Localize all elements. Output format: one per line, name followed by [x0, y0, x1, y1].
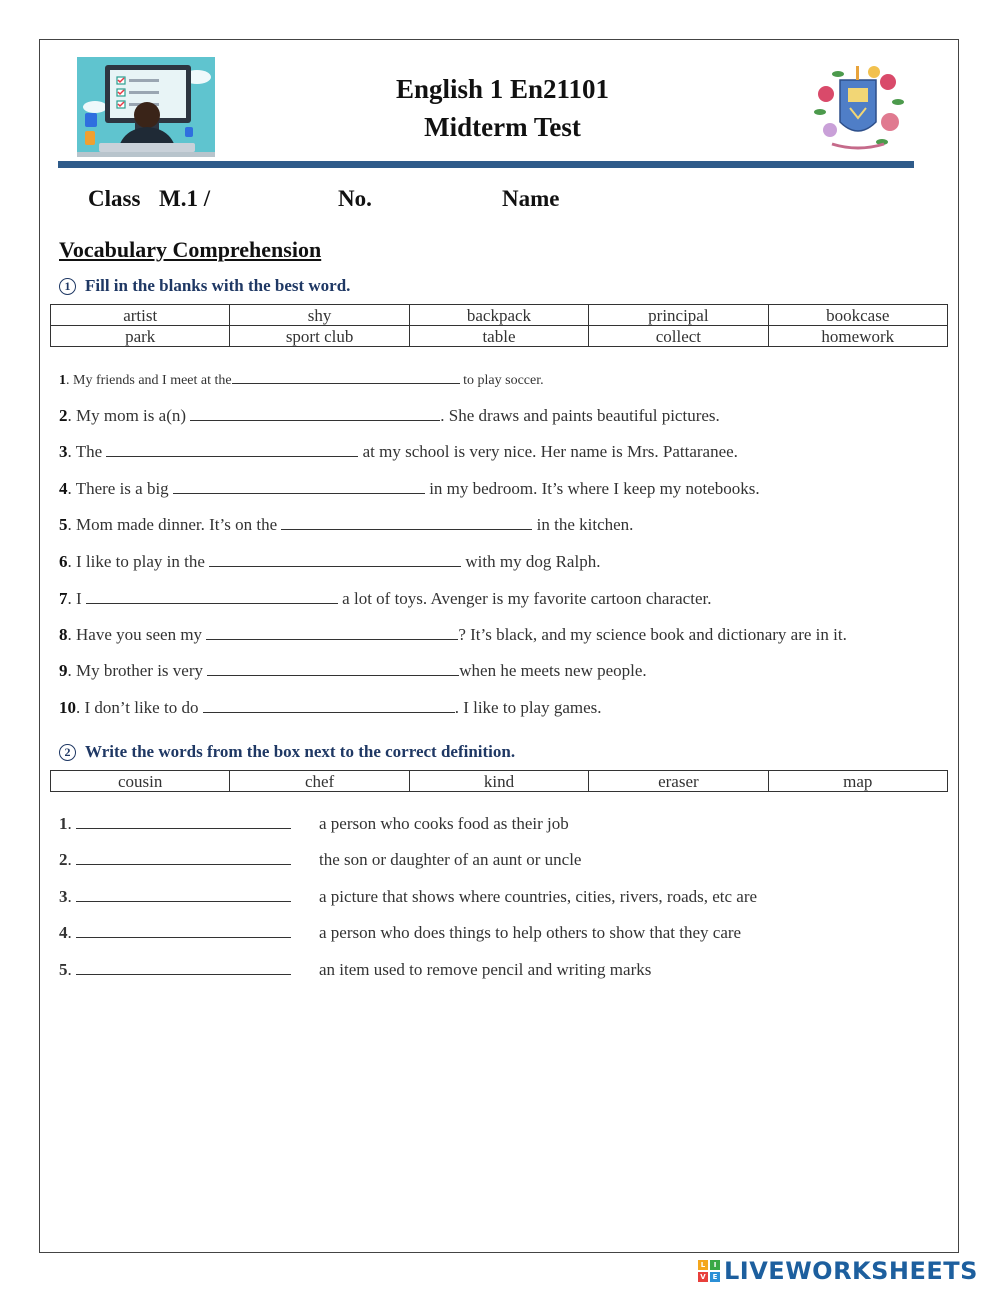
answer-blank[interactable] — [106, 443, 358, 457]
test-title: Midterm Test — [424, 112, 581, 142]
question-text: . I like to play in the — [67, 552, 210, 571]
question-8 — [59, 625, 847, 645]
question-number: 3 — [59, 442, 68, 461]
word-box-cell: sport club — [230, 326, 409, 347]
school-emblem-logo — [812, 60, 904, 156]
answer-blank[interactable] — [76, 924, 291, 938]
student-computer-illustration — [77, 57, 215, 157]
word-box-cell: homework — [768, 326, 947, 347]
part2-number-badge: 2 — [59, 744, 76, 761]
definition-5: 5. an item used to remove pencil and writing marks — [59, 960, 652, 979]
question-text: in the kitchen. — [532, 515, 634, 534]
definition-number: 4 — [59, 923, 68, 942]
part1-number-badge: 1 — [59, 278, 76, 295]
word-box-cell: bookcase — [768, 305, 947, 326]
class-value[interactable]: M.1 / — [159, 186, 211, 211]
question-number: 6 — [59, 552, 68, 571]
question-1 — [59, 370, 544, 389]
question-text: to play soccer. — [459, 373, 544, 388]
question-text: at my school is very nice. Her name is Mrs. Pattaranee. — [358, 442, 738, 461]
brand-square: E — [710, 1272, 720, 1282]
question-text: a lot of toys. Avenger is my favorite cartoon character. — [337, 589, 712, 608]
definition-text: a person who does things to help others to show that they care — [319, 923, 742, 942]
answer-blank[interactable] — [86, 590, 338, 604]
question-text: . The — [67, 442, 107, 461]
name-label: Name — [502, 186, 560, 211]
word-box-cell: backpack — [409, 305, 588, 326]
word-box-cell: shy — [230, 305, 409, 326]
brand-squares-icon — [698, 1260, 720, 1282]
question-text: . I don’t like to do — [76, 698, 203, 717]
word-box-cell: collect — [589, 326, 768, 347]
answer-blank[interactable] — [207, 662, 459, 676]
answer-blank[interactable] — [232, 370, 460, 384]
question-7 — [59, 589, 711, 609]
word-box-cell: eraser — [589, 771, 768, 792]
word-box-cell: artist — [51, 305, 230, 326]
liveworksheets-logo[interactable] — [698, 1256, 978, 1286]
answer-blank[interactable] — [76, 961, 291, 975]
question-text: . My friends and I meet at the — [66, 373, 232, 388]
brand-square: I — [710, 1260, 720, 1270]
question-text: ? It’s black, and my science book and dictionary are in it. — [458, 625, 847, 644]
question-5 — [59, 515, 633, 535]
word-box-row — [51, 305, 948, 326]
question-text: with my dog Ralph. — [461, 552, 601, 571]
header-divider — [58, 161, 914, 168]
answer-blank[interactable] — [76, 851, 291, 865]
question-number: 8 — [59, 625, 68, 644]
answer-blank[interactable] — [173, 480, 425, 494]
student-info-row — [0, 186, 1000, 216]
question-9 — [59, 661, 647, 681]
definition-text: a picture that shows where countries, cities, rivers, roads, etc are — [319, 887, 758, 906]
part2-word-box — [50, 770, 948, 792]
question-number: 5 — [59, 515, 68, 534]
question-text: . I like to play games. — [454, 698, 602, 717]
question-text: . Mom made dinner. It’s on the — [67, 515, 282, 534]
part1-instruction-text: Fill in the blanks with the best word. — [85, 276, 351, 295]
question-number: 1 — [59, 373, 66, 388]
answer-blank[interactable] — [209, 553, 461, 567]
brand-square: V — [698, 1272, 708, 1282]
definition-text: an item used to remove pencil and writing marks — [319, 960, 652, 979]
question-text: in my bedroom. It’s where I keep my notebooks. — [424, 479, 760, 498]
class-label: Class — [88, 186, 141, 211]
definition-2: 2. the son or daughter of an aunt or uncle — [59, 850, 582, 869]
word-box-row — [51, 771, 948, 792]
question-number: 4 — [59, 479, 68, 498]
definition-text: the son or daughter of an aunt or uncle — [319, 850, 582, 869]
page-frame — [39, 39, 959, 1253]
question-text: . My brother is very — [67, 661, 208, 680]
definition-number: 3 — [59, 887, 68, 906]
answer-blank[interactable] — [76, 888, 291, 902]
answer-blank[interactable] — [203, 699, 455, 713]
brand-name: LIVEWORKSHEETS — [724, 1257, 978, 1285]
brand-square: L — [698, 1260, 708, 1270]
question-6 — [59, 552, 600, 572]
word-box-cell: kind — [409, 771, 588, 792]
course-title: English 1 En21101 — [395, 74, 610, 104]
title-block — [300, 70, 705, 146]
definition-4: 4. a person who does things to help others to show that they care — [59, 923, 742, 942]
part2-instruction-text: Write the words from the box next to the correct definition. — [85, 742, 516, 761]
definition-1: 1. a person who cooks food as their job — [59, 814, 569, 833]
definition-number: 1 — [59, 814, 68, 833]
definition-text: a person who cooks food as their job — [319, 814, 569, 833]
question-text: . There is a big — [67, 479, 173, 498]
question-text: . Have you seen my — [67, 625, 207, 644]
part1-word-box — [50, 304, 948, 347]
question-number: 9 — [59, 661, 68, 680]
word-box-cell: park — [51, 326, 230, 347]
question-3 — [59, 442, 738, 462]
question-10 — [59, 698, 602, 718]
answer-blank[interactable] — [190, 407, 440, 421]
question-2 — [59, 406, 720, 426]
question-text: when he meets new people. — [459, 661, 647, 680]
definition-number: 5 — [59, 960, 68, 979]
question-4 — [59, 479, 760, 499]
answer-blank[interactable] — [206, 626, 458, 640]
answer-blank[interactable] — [281, 516, 532, 530]
definition-number: 2 — [59, 850, 68, 869]
definition-3: 3. a picture that shows where countries, cities, rivers, roads, etc are — [59, 887, 758, 906]
question-text: . I — [67, 589, 86, 608]
word-box-cell: map — [768, 771, 947, 792]
question-text: . She draws and paints beautiful pictures. — [440, 406, 720, 425]
word-box-cell: cousin — [51, 771, 230, 792]
section-title: Vocabulary Comprehension — [59, 237, 322, 262]
word-box-cell: table — [409, 326, 588, 347]
question-number: 2 — [59, 406, 68, 425]
part2-instruction — [59, 742, 515, 762]
part1-instruction — [59, 276, 350, 296]
word-box-cell: chef — [230, 771, 409, 792]
answer-blank[interactable] — [76, 815, 291, 829]
number-label: No. — [338, 186, 372, 211]
question-number: 7 — [59, 589, 68, 608]
question-text: . My mom is a(n) — [67, 406, 191, 425]
word-box-cell: principal — [589, 305, 768, 326]
question-number: 10 — [59, 698, 76, 717]
word-box-row — [51, 326, 948, 347]
